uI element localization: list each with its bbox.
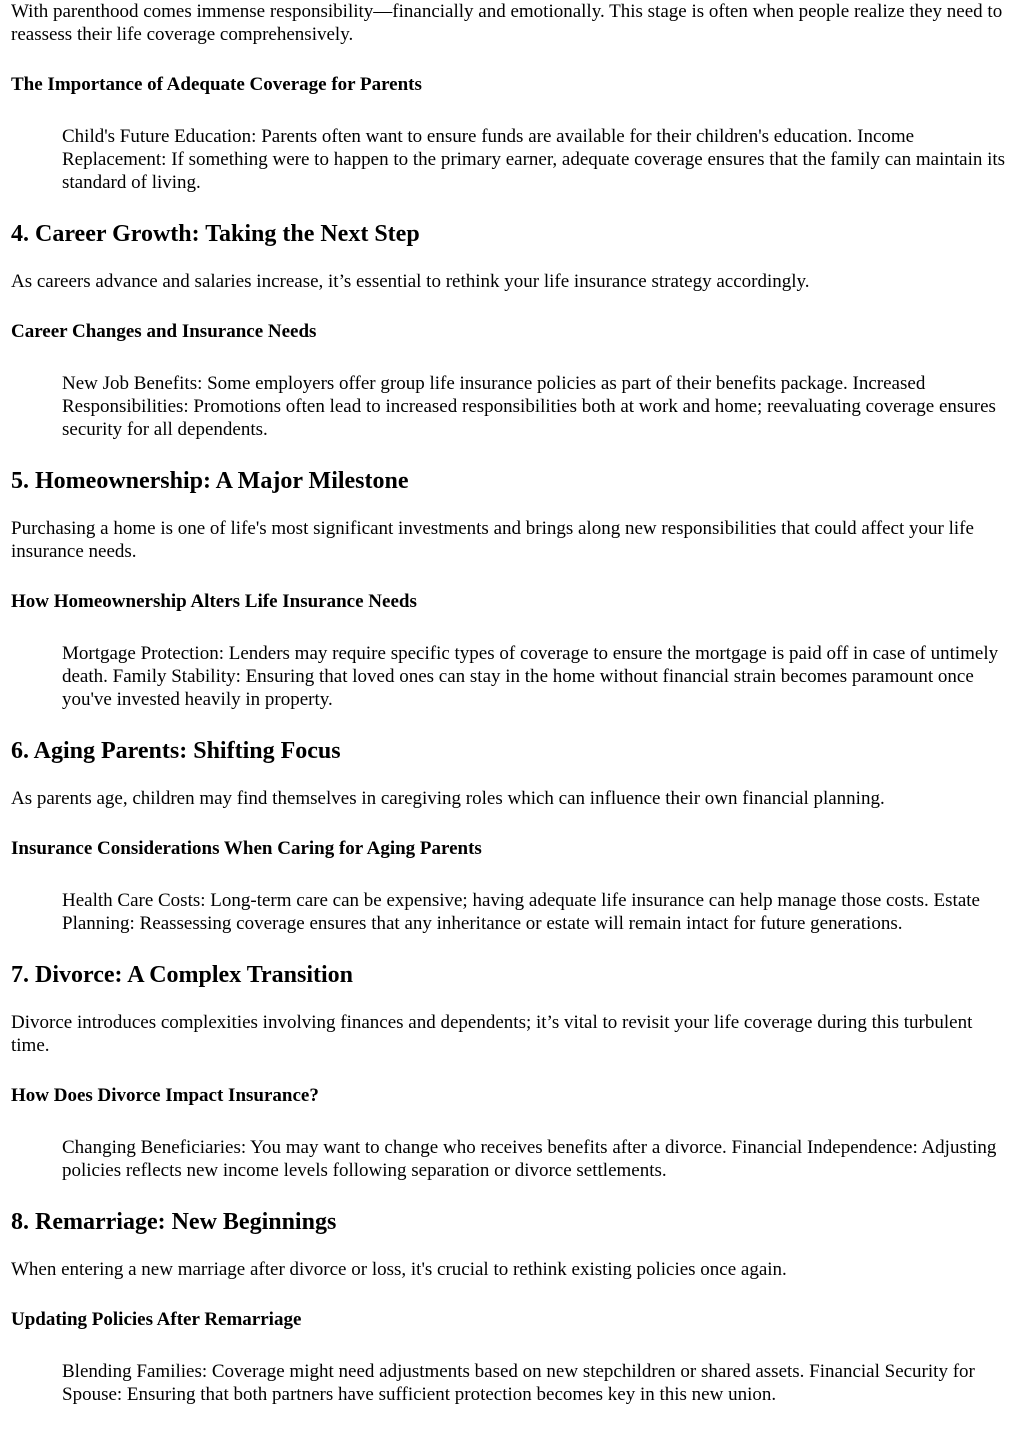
section-paragraph-homeownership: Purchasing a home is one of life's most significant investments and brings along new responsibilities that could affect your life insurance needs. <box>11 518 974 562</box>
intro-paragraph: With parenthood comes immense responsibility—financially and emotionally. This stage is often when people realize they need to reassess their life coverage comprehensively. <box>11 1 1003 45</box>
parents-quote: Child's Future Education: Parents often want to ensure funds are available for their children's education. Income Replacement: If something were to happen to the primary earner, adequate coverage ensures that the family can maintain its standard of living. <box>62 126 1006 193</box>
section-quote-homeownership: Mortgage Protection: Lenders may require specific types of coverage to ensure the mortgage is paid off in case of untimely death. Family Stability: Ensuring that loved ones can stay in the home without financial strain becomes paramount once you've invested heavily in property. <box>62 643 999 710</box>
parents-subheading: The Importance of Adequate Coverage for Parents <box>11 74 422 95</box>
section-heading-remarriage: 8. Remarriage: New Beginnings <box>11 1209 337 1235</box>
section-subheading-remarriage: Updating Policies After Remarriage <box>11 1309 302 1330</box>
section-heading-homeownership: 5. Homeownership: A Major Milestone <box>11 468 409 494</box>
section-quote-divorce: Changing Beneficiaries: You may want to change who receives benefits after a divorce. Financial Independence: Adjusting policies reflects new income levels following separation or divorce settlements. <box>62 1137 997 1181</box>
section-quote-aging-parents: Health Care Costs: Long-term care can be expensive; having adequate life insurance can help manage those costs. Estate Planning: Reassessing coverage ensures that any inheritance or estate will remain intact for future generations. <box>62 890 980 934</box>
section-paragraph-aging-parents: As parents age, children may find themselves in caregiving roles which can influence their own financial planning. <box>11 788 885 809</box>
section-subheading-career: Career Changes and Insurance Needs <box>11 321 317 342</box>
section-paragraph-remarriage: When entering a new marriage after divorce or loss, it's crucial to rethink existing policies once again. <box>11 1259 787 1280</box>
section-heading-divorce: 7. Divorce: A Complex Transition <box>11 962 353 988</box>
section-heading-career: 4. Career Growth: Taking the Next Step <box>11 221 420 247</box>
section-paragraph-career: As careers advance and salaries increase, it’s essential to rethink your life insurance strategy accordingly. <box>11 271 810 292</box>
section-heading-aging-parents: 6. Aging Parents: Shifting Focus <box>11 738 341 764</box>
section-subheading-divorce: How Does Divorce Impact Insurance? <box>11 1085 319 1106</box>
section-subheading-aging-parents: Insurance Considerations When Caring for Aging Parents <box>11 838 482 859</box>
section-paragraph-divorce: Divorce introduces complexities involving finances and dependents; it’s vital to revisit your life coverage during this turbulent time. <box>11 1012 973 1056</box>
section-quote-career: New Job Benefits: Some employers offer group life insurance policies as part of their benefits package. Increased Responsibilities: Promotions often lead to increased responsibilities both at work and home; reevaluating coverage ensures security for all dependents. <box>62 373 996 440</box>
section-subheading-homeownership: How Homeownership Alters Life Insurance Needs <box>11 591 417 612</box>
section-quote-remarriage: Blending Families: Coverage might need adjustments based on new stepchildren or shared assets. Financial Security for Spouse: Ensuring that both partners have sufficient protection becomes key in this new union. <box>62 1361 975 1405</box>
